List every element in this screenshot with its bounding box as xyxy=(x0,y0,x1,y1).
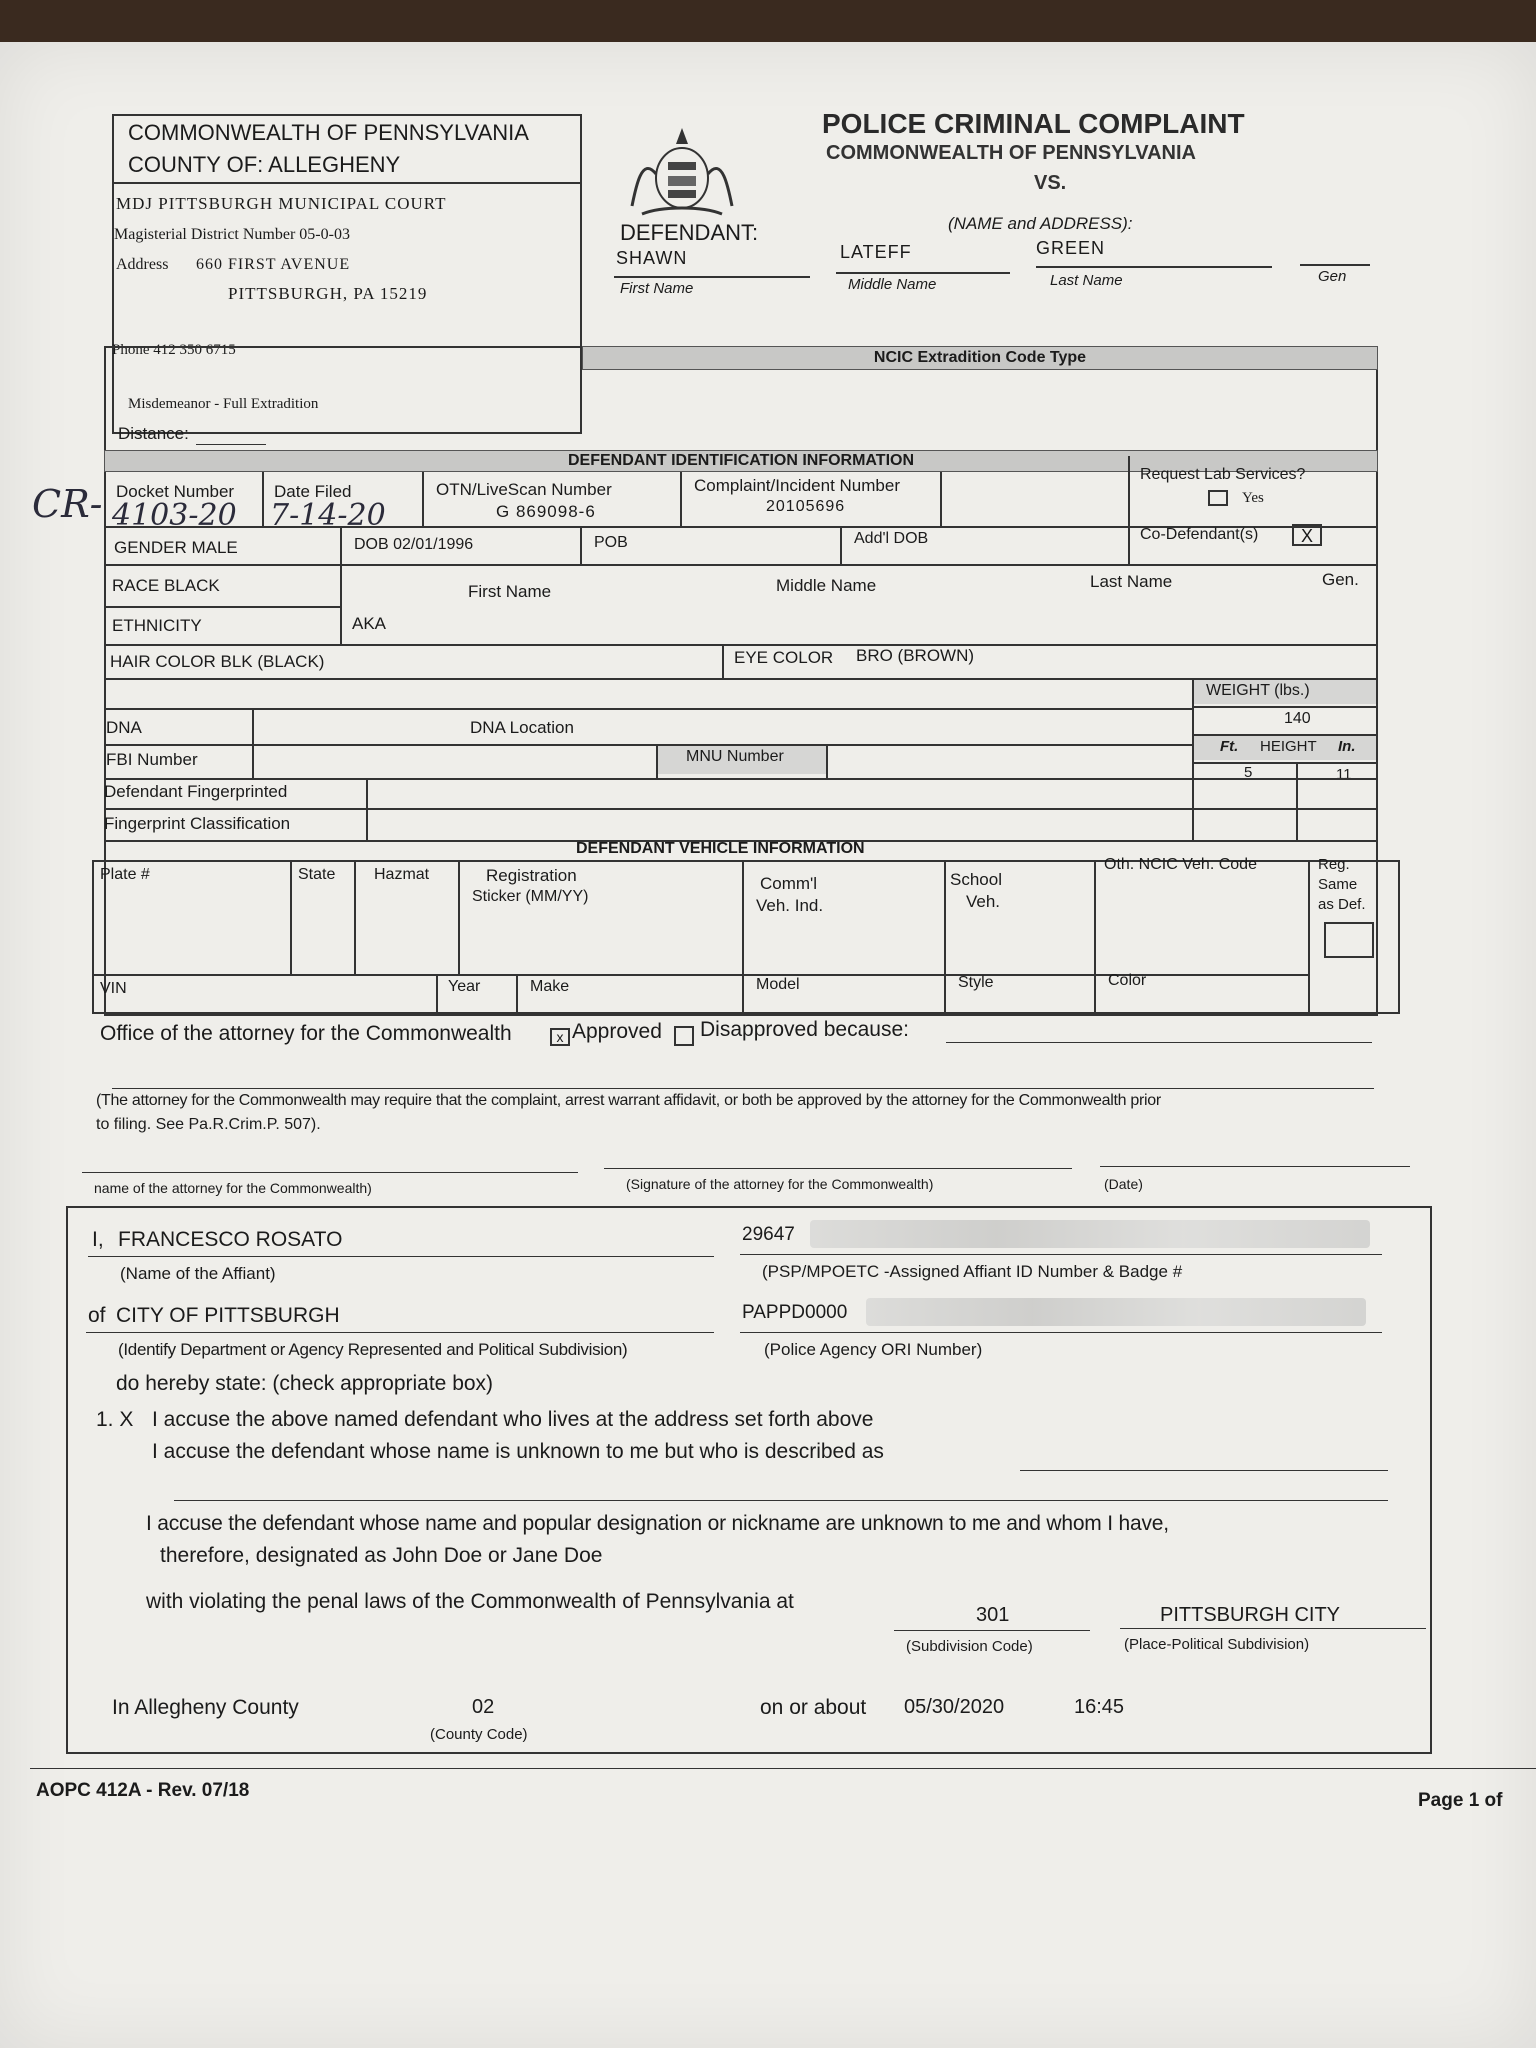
weight-label: WEIGHT (lbs.) xyxy=(1206,682,1310,699)
addl-dob: Add'l DOB xyxy=(854,530,929,547)
disapproved-checkbox[interactable] xyxy=(674,1026,694,1046)
affiant-frame xyxy=(66,1206,1432,1754)
school-label-2: Veh. xyxy=(966,892,1001,911)
item3-text-a: I accuse the defendant whose name and popular designation or nickname are unknown to me and whom I have, xyxy=(146,1512,1169,1535)
offense-time: 16:45 xyxy=(1074,1696,1125,1718)
state-line: do hereby state: (check appropriate box) xyxy=(116,1372,494,1395)
lab-services-yes-checkbox[interactable] xyxy=(1208,490,1228,506)
county-code-caption: (County Code) xyxy=(430,1726,528,1743)
commonwealth-label: COMMONWEALTH OF PENNSYLVANIA xyxy=(128,120,529,145)
page-subtitle: COMMONWEALTH OF PENNSYLVANIA xyxy=(826,142,1196,164)
reg-same-label-2: Same xyxy=(1318,876,1358,893)
address-line2: PITTSBURGH, PA 15219 xyxy=(228,284,428,303)
approved-label: Approved xyxy=(572,1020,662,1043)
aka-first-name-label: First Name xyxy=(468,582,552,601)
date-filed-value: 7-14-20 xyxy=(270,498,386,533)
height-in-label: In. xyxy=(1338,738,1356,755)
vs-label: VS. xyxy=(1034,172,1067,194)
affiant-ori-caption: (Police Agency ORI Number) xyxy=(764,1340,983,1359)
fingerprint-class-label: Fingerprint Classification xyxy=(104,814,291,833)
codefendant-label: Co-Defendant(s) xyxy=(1140,526,1259,543)
affiant-of: of xyxy=(88,1304,106,1327)
district-number: Magisterial District Number 05-0-03 xyxy=(114,226,350,243)
state-label: State xyxy=(298,866,336,883)
approved-checkbox[interactable]: x xyxy=(550,1028,570,1046)
reg-same-label-1: Reg. xyxy=(1318,856,1350,873)
eye-color-value: BRO (BROWN) xyxy=(856,646,975,665)
style-label: Style xyxy=(958,974,994,991)
codefendant-checkbox[interactable]: X xyxy=(1292,524,1322,546)
vehicle-frame xyxy=(92,860,1400,1014)
affiant-department-caption: (Identify Department or Agency Represented and Political Subdivision) xyxy=(118,1340,628,1359)
defendant-first-name: SHAWN xyxy=(616,248,688,268)
hair-color: HAIR COLOR BLK (BLACK) xyxy=(110,652,325,671)
height-in-value: 11 xyxy=(1336,766,1352,783)
county-label: COUNTY OF: ALLEGHENY xyxy=(128,152,401,177)
dna-location-label: DNA Location xyxy=(470,718,574,737)
address-line1: 660 FIRST AVENUE xyxy=(196,256,351,273)
affiant-ori: PAPPD0000 xyxy=(742,1302,848,1323)
defendant-last-name: GREEN xyxy=(1036,238,1106,258)
otn-label: OTN/LiveScan Number xyxy=(436,480,612,499)
affiant-department: CITY OF PITTSBURGH xyxy=(116,1304,340,1327)
item1-text: I accuse the above named defendant who lives at the address set forth above xyxy=(152,1408,874,1431)
aka-label: AKA xyxy=(352,614,387,633)
attorney-name-caption: name of the attorney for the Commonwealth) xyxy=(94,1180,372,1196)
affiant-id-caption: (PSP/MPOETC -Assigned Affiant ID Number & Badge # xyxy=(762,1262,1183,1281)
state-seal-icon xyxy=(622,116,742,226)
height-ft-label: Ft. xyxy=(1220,738,1239,755)
lab-services-yes-label: Yes xyxy=(1242,490,1264,506)
attorney-note-2: to filing. See Pa.R.Crim.P. 507). xyxy=(96,1116,321,1133)
reg-same-checkbox[interactable] xyxy=(1324,922,1374,958)
first-name-caption: First Name xyxy=(620,280,694,297)
aka-middle-name-label: Middle Name xyxy=(776,576,877,595)
subdivision-code-caption: (Subdivision Code) xyxy=(906,1638,1033,1655)
reg-same-label-3: as Def. xyxy=(1318,896,1366,913)
docket-label: Docket Number xyxy=(116,482,235,501)
docket-prefix: CR- xyxy=(32,482,103,526)
on-or-about-label: on or about xyxy=(760,1696,867,1719)
vehicle-band: DEFENDANT VEHICLE INFORMATION xyxy=(576,840,865,857)
page-title: POLICE CRIMINAL COMPLAINT xyxy=(822,108,1245,139)
ncic-type: Misdemeanor - Full Extradition xyxy=(128,396,319,412)
redacted-ori xyxy=(866,1298,1366,1326)
make-label: Make xyxy=(530,978,570,995)
oth-ncic-label: Oth. NCIC Veh. Code xyxy=(1104,856,1257,873)
document-page xyxy=(0,42,1536,2048)
pob: POB xyxy=(594,534,628,551)
otn-value: G 869098-6 xyxy=(496,502,596,521)
comm-label-2: Veh. Ind. xyxy=(756,896,824,915)
distance-label: Distance: xyxy=(118,424,189,443)
item2-text: I accuse the defendant whose name is unknown to me but who is described as xyxy=(152,1440,884,1463)
year-label: Year xyxy=(448,978,481,995)
ncic-band: NCIC Extradition Code Type xyxy=(582,346,1378,370)
color-label: Color xyxy=(1108,972,1147,989)
vin-label: VIN xyxy=(100,980,127,997)
fbi-number-label: FBI Number xyxy=(106,750,198,769)
court-name: MDJ PITTSBURGH MUNICIPAL COURT xyxy=(116,194,447,213)
form-number: AOPC 412A - Rev. 07/18 xyxy=(36,1780,250,1801)
aka-last-name-label: Last Name xyxy=(1090,572,1173,591)
ethnicity: ETHNICITY xyxy=(112,616,202,635)
complaint-value: 20105696 xyxy=(766,498,846,515)
date-filed-label: Date Filed xyxy=(274,482,352,501)
affiant-name-caption: (Name of the Affiant) xyxy=(120,1264,276,1283)
height-ft-value: 5 xyxy=(1244,764,1253,781)
page-number: Page 1 of xyxy=(1418,1790,1503,1811)
attorney-note: (The attorney for the Commonwealth may require that the complaint, arrest warrant affidavit, or both be approved by the attorney for the Commonwealth prior xyxy=(96,1092,1161,1109)
disapproved-label: Disapproved because: xyxy=(700,1018,909,1041)
item1-number: 1. X xyxy=(96,1408,134,1431)
middle-name-caption: Middle Name xyxy=(848,276,937,293)
eye-color-label: EYE COLOR xyxy=(734,648,834,667)
lab-services-label: Request Lab Services? xyxy=(1140,466,1306,483)
affiant-i: I, xyxy=(92,1228,104,1251)
affiant-name: FRANCESCO ROSATO xyxy=(118,1228,343,1251)
attorney-signature-caption: (Signature of the attorney for the Commonwealth) xyxy=(626,1176,934,1192)
aka-gen-label: Gen. xyxy=(1322,570,1359,589)
attorney-office-label: Office of the attorney for the Commonwealth xyxy=(100,1022,512,1045)
identification-band: DEFENDANT IDENTIFICATION INFORMATION xyxy=(104,450,1378,472)
height-label: HEIGHT xyxy=(1260,738,1317,755)
fingerprinted-label: Defendant Fingerprinted xyxy=(104,782,288,801)
last-name-caption: Last Name xyxy=(1050,272,1123,289)
race: RACE BLACK xyxy=(112,576,220,595)
place-subdivision-caption: (Place-Political Subdivision) xyxy=(1124,1636,1310,1653)
dna-label: DNA xyxy=(106,718,142,737)
model-label: Model xyxy=(756,976,800,993)
violating-text: with violating the penal laws of the Commonwealth of Pennsylvania at xyxy=(146,1590,794,1613)
complaint-label: Complaint/Incident Number xyxy=(694,476,900,495)
hazmat-label: Hazmat xyxy=(374,866,430,883)
attorney-date-caption: (Date) xyxy=(1104,1176,1143,1192)
dob: DOB 02/01/1996 xyxy=(354,536,474,553)
docket-value: 4103-20 xyxy=(112,498,237,533)
weight-value: 140 xyxy=(1284,710,1311,727)
phone: Phone 412 350 6715 xyxy=(112,342,236,358)
county-label: In Allegheny County xyxy=(112,1696,299,1719)
place-subdivision: PITTSBURGH CITY xyxy=(1160,1604,1341,1626)
sticker-label: Sticker (MM/YY) xyxy=(472,888,589,905)
comm-label-1: Comm'l xyxy=(760,874,818,893)
gen-caption: Gen xyxy=(1318,268,1347,285)
county-code: 02 xyxy=(472,1696,495,1718)
subdivision-code: 301 xyxy=(976,1604,1010,1626)
item3-text-b: therefore, designated as John Doe or Jane Doe xyxy=(160,1544,603,1567)
name-address-label: (NAME and ADDRESS): xyxy=(948,214,1133,233)
mnu-number-label: MNU Number xyxy=(686,748,784,765)
defendant-middle-name: LATEFF xyxy=(840,242,912,262)
registration-label: Registration xyxy=(486,866,577,885)
plate-label: Plate # xyxy=(100,866,150,883)
offense-date: 05/30/2020 xyxy=(904,1696,1005,1718)
defendant-label: DEFENDANT: xyxy=(620,220,759,245)
gender: GENDER MALE xyxy=(114,538,238,557)
address-label: Address xyxy=(116,256,169,273)
school-label-1: School xyxy=(950,870,1002,889)
redacted-badge xyxy=(810,1220,1370,1248)
affiant-id: 29647 xyxy=(742,1224,795,1245)
